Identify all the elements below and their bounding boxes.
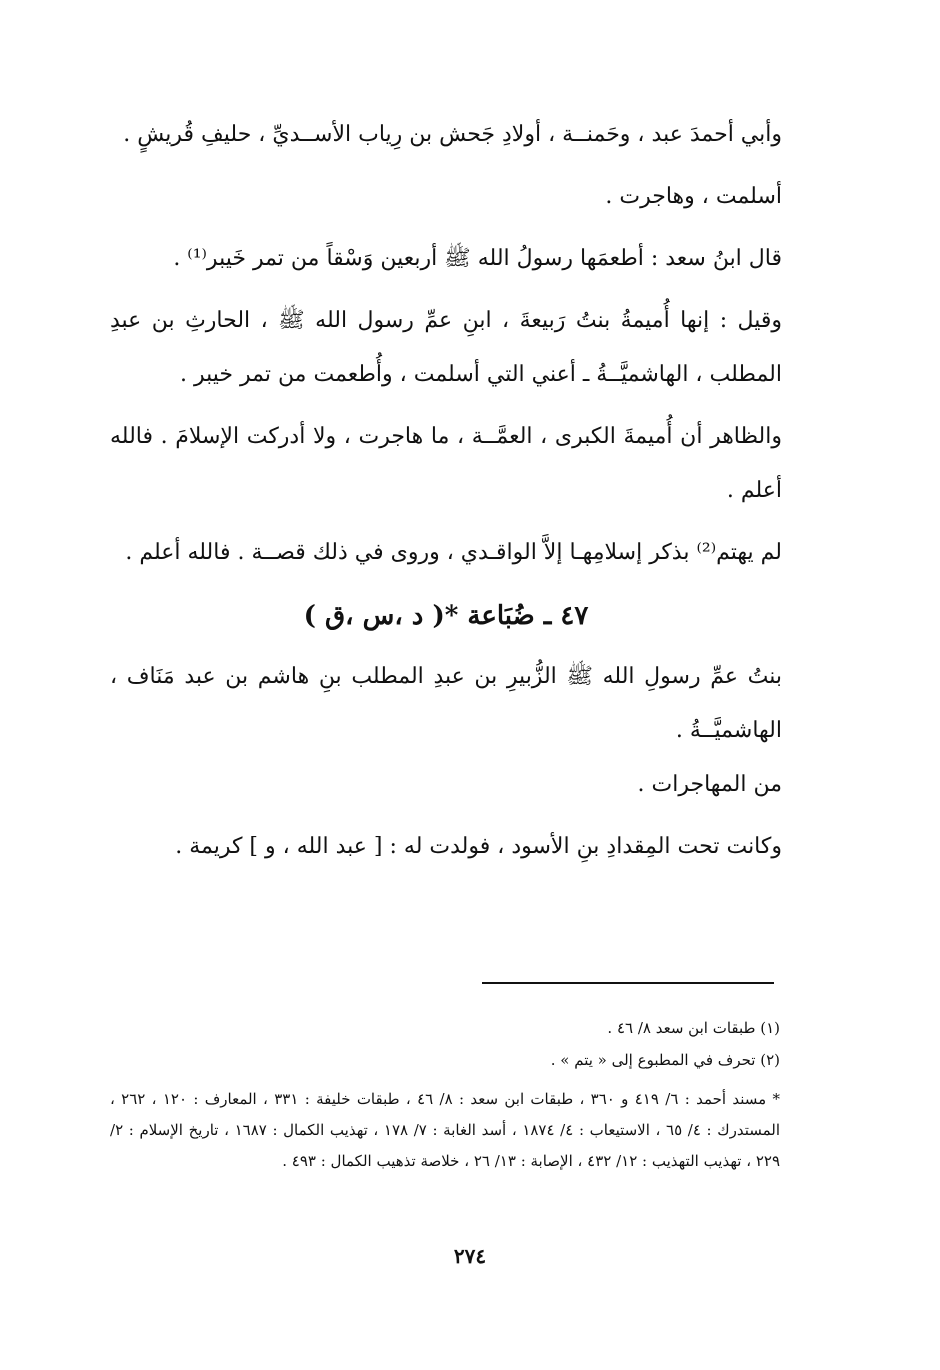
page-number: ٢٧٤ xyxy=(453,1244,487,1268)
paragraph-islam-hijra: أسلمت ، وهاجرت . xyxy=(605,184,782,209)
paragraph-umayma-alt: وقيل : إنها أُميمةُ بنتُ رَبيعةَ ، ابنِ عمِّ رسول الله ﷺ ، الحارثِ بن عبدِ المطلب ، الهاشميَّــةُ ـ أعني التي أسلمت ، وأُطعمت من تمر خيبر . xyxy=(110,308,782,387)
footnote-2: (٢) تحرف في المطبوع إلى « يتم » . xyxy=(550,1051,780,1069)
paragraph-muhajirat: من المهاجرات . xyxy=(637,772,782,797)
paragraph-ibn-saad: قال ابنُ سعد : أطعمَها رسولُ الله ﷺ أربعين وَسْقاً من تمر خَيبر⁽¹⁾ . xyxy=(173,246,782,271)
footnote-separator xyxy=(482,982,774,984)
paragraph-lineage-continued: وأبي أحمدَ عبد ، وحَمنــة ، أولادِ جَحش بن رِياب الأســديِّ ، حليفِ قُريشٍ . xyxy=(123,122,782,147)
sources-footnote: * مسند أحمد : ٦/ ٤١٩ و ٣٦٠ ، طبقات ابن سعد : ٨/ ٤٦ ، طبقات خليفة : ٣٣١ ، المعارف : ١٢٠ ، ٢٦٢ ، المستدرك : ٤/ ٦٥ ، الاستيعاب : ٤/ ١٨٧٤ ، أسد الغابة : ٧/ ١٧٨ ، تهذيب الكمال : ١٦٨٧ ، تاريخ الإسلام : ٢/ ٢٢٩ ، تهذيب التهذيب : ١٢/ ٤٣٢ ، الإصابة : ١٣/ ٢٦ ، خلاصة تذهيب الكمال : ٤٩٣ . xyxy=(110,1090,781,1170)
footnotes xyxy=(110,1012,780,1177)
paragraph-waqidi: لم يهتم⁽²⁾ بذكر إسلامِهـا إلاَّ الواقـدي ، وروى في ذلك قصــة . فالله أعلم . xyxy=(125,540,782,565)
footnote-1: (١) طبقات ابن سعد ٨/ ٤٦ . xyxy=(607,1019,780,1037)
paragraph-dubaa-lineage: بنتُ عمِّ رسولِ الله ﷺ الزُّبيرِ بن عبدِ المطلب بنِ هاشم بن عبد مَنَاف ، الهاشميَّــةُ . xyxy=(110,664,782,743)
main-text xyxy=(110,108,782,874)
paragraph-opinion: والظاهر أن أُميمةَ الكبرى ، العمَّــة ، ما هاجرت ، ولا أدركت الإسلامَ . فالله أعلم . xyxy=(110,424,782,503)
paragraph-miqdad: وكانت تحت المِقدادِ بنِ الأسود ، فولدت له : [ عبد الله ، و ] كريمة . xyxy=(175,834,782,859)
entry-title: ٤٧ ـ ضُبَاعة *( د ،س ،ق ) xyxy=(303,601,589,631)
